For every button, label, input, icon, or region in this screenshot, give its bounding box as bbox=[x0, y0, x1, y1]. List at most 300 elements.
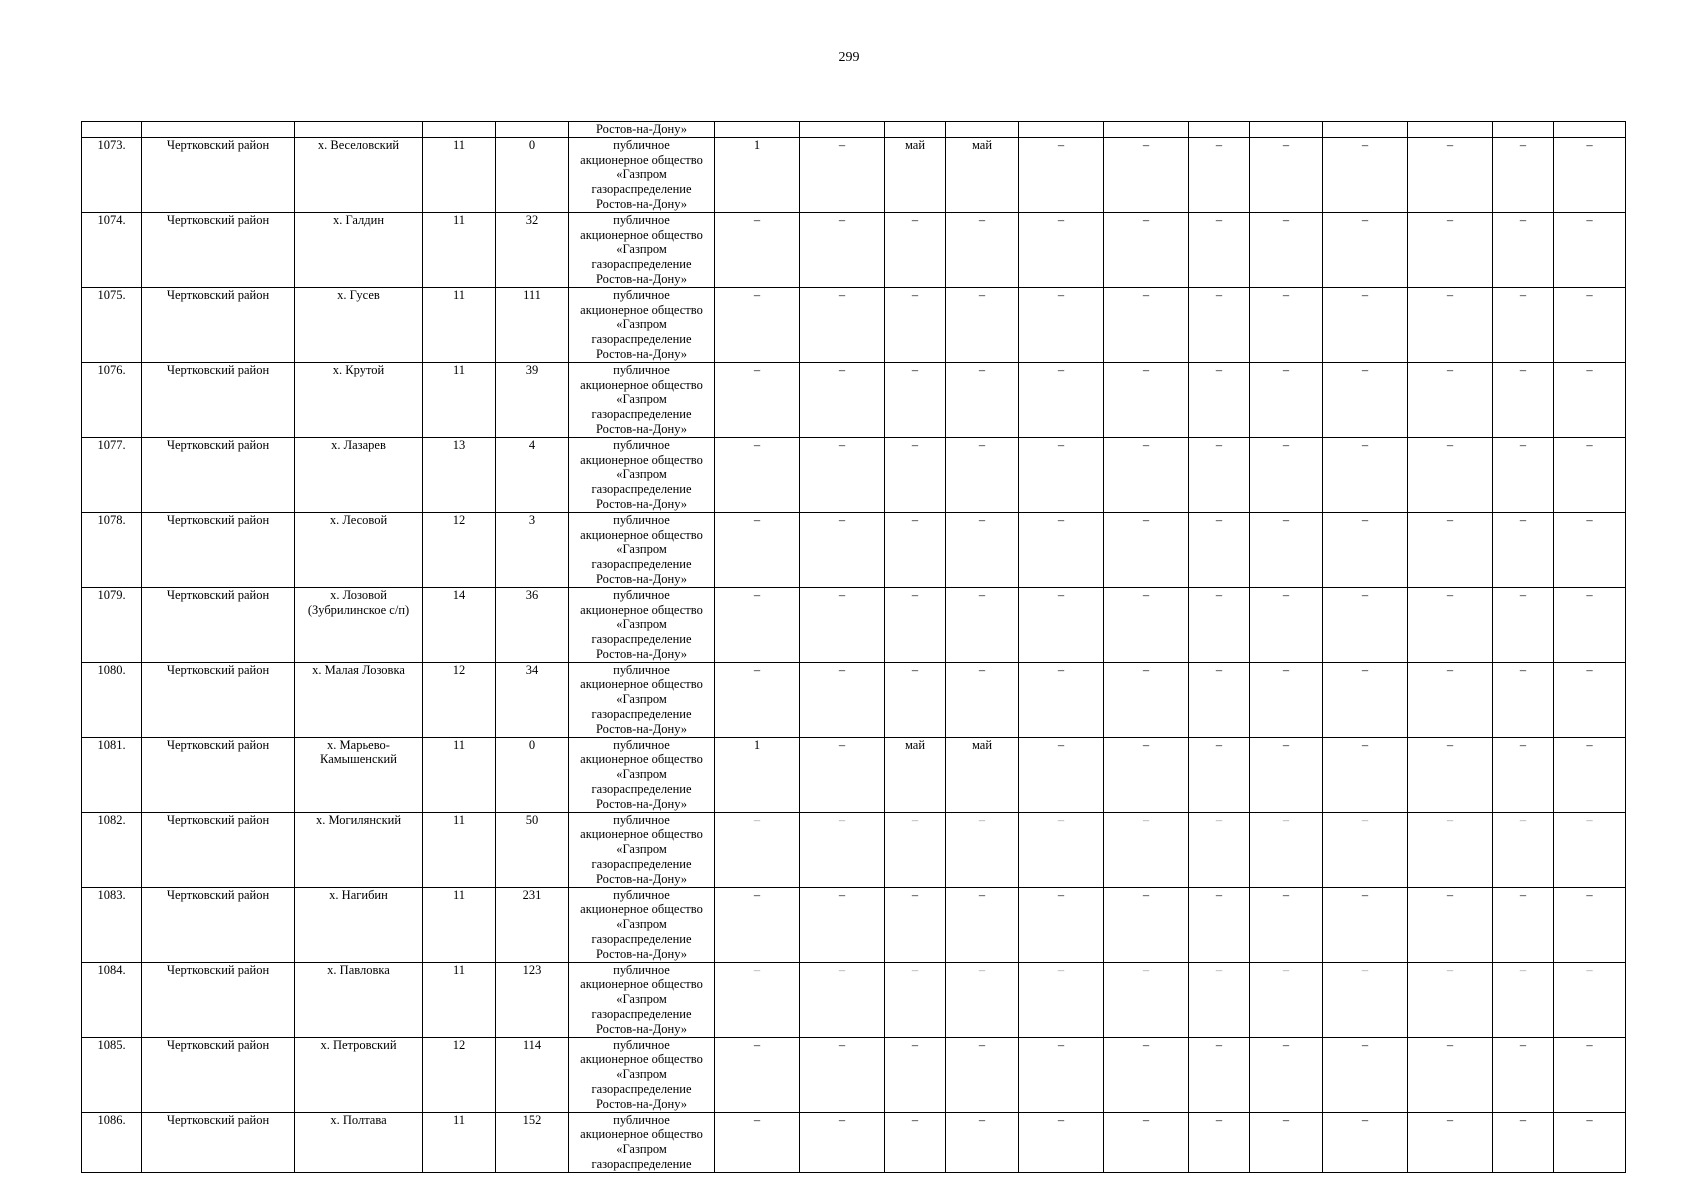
table-body bbox=[82, 122, 1626, 1173]
schedule-cell: – bbox=[1104, 587, 1189, 662]
value-cell-2: 36 bbox=[496, 587, 569, 662]
schedule-cell: май bbox=[946, 737, 1019, 812]
schedule-cell: – bbox=[1408, 887, 1493, 962]
org-line: газораспределение bbox=[591, 932, 692, 947]
value-cell-2: 114 bbox=[496, 1037, 569, 1112]
schedule-cell: – bbox=[1189, 587, 1250, 662]
schedule-cell: – bbox=[1019, 212, 1104, 287]
schedule-cell: – bbox=[1189, 737, 1250, 812]
schedule-cell: – bbox=[1189, 1037, 1250, 1112]
schedule-cell: – bbox=[946, 287, 1019, 362]
continuation-row bbox=[82, 122, 1626, 138]
org-line: акционерное общество bbox=[580, 827, 703, 842]
org-line: «Газпром bbox=[616, 767, 667, 782]
org-line: газораспределение bbox=[591, 707, 692, 722]
schedule-cell: – bbox=[715, 212, 800, 287]
row-number: 1074. bbox=[82, 212, 142, 287]
empty-cell bbox=[1493, 122, 1554, 138]
empty-cell bbox=[1250, 122, 1323, 138]
schedule-cell: – bbox=[1019, 662, 1104, 737]
schedule-cell: – bbox=[1019, 512, 1104, 587]
schedule-cell: – bbox=[885, 512, 946, 587]
schedule-cell: – bbox=[1554, 437, 1626, 512]
schedule-cell: – bbox=[1408, 1037, 1493, 1112]
org-line: газораспределение bbox=[591, 182, 692, 197]
value-cell-1: 11 bbox=[423, 362, 496, 437]
schedule-cell: – bbox=[1019, 362, 1104, 437]
schedule-cell: – bbox=[715, 362, 800, 437]
schedule-cell: – bbox=[946, 1037, 1019, 1112]
schedule-cell: – bbox=[885, 587, 946, 662]
org-line: Ростов-на-Дону» bbox=[595, 1021, 688, 1036]
schedule-cell: – bbox=[1189, 1112, 1250, 1172]
schedule-cell: – bbox=[1323, 287, 1408, 362]
schedule-cell: – bbox=[1323, 962, 1408, 1037]
schedule-cell: – bbox=[1493, 437, 1554, 512]
schedule-cell: – bbox=[1250, 137, 1323, 212]
schedule-cell: – bbox=[1189, 362, 1250, 437]
schedule-cell: – bbox=[715, 962, 800, 1037]
org-cell bbox=[569, 662, 715, 737]
schedule-cell: – bbox=[1323, 437, 1408, 512]
org-line: акционерное общество bbox=[580, 227, 703, 242]
table-row bbox=[82, 512, 1626, 587]
row-number: 1076. bbox=[82, 362, 142, 437]
org-line: «Газпром bbox=[616, 392, 667, 407]
schedule-cell: – bbox=[800, 887, 885, 962]
schedule-cell: – bbox=[1323, 737, 1408, 812]
org-cell bbox=[569, 512, 715, 587]
value-cell-1: 11 bbox=[423, 287, 496, 362]
row-number: 1073. bbox=[82, 137, 142, 212]
settlement-cell: х. Могилянский bbox=[295, 812, 423, 887]
schedule-cell: – bbox=[1493, 137, 1554, 212]
schedule-cell: – bbox=[885, 962, 946, 1037]
schedule-cell: – bbox=[1554, 812, 1626, 887]
value-cell-1: 11 bbox=[423, 137, 496, 212]
org-line: «Газпром bbox=[616, 467, 667, 482]
schedule-cell: – bbox=[1493, 362, 1554, 437]
schedule-cell: – bbox=[1554, 212, 1626, 287]
org-line: газораспределение bbox=[591, 1007, 692, 1022]
schedule-cell: – bbox=[1250, 1037, 1323, 1112]
schedule-cell: – bbox=[1554, 887, 1626, 962]
org-cell bbox=[569, 812, 715, 887]
schedule-cell: – bbox=[1408, 137, 1493, 212]
table-row bbox=[82, 662, 1626, 737]
org-line: «Газпром bbox=[616, 917, 667, 932]
org-line: публичное bbox=[613, 662, 670, 677]
schedule-cell: – bbox=[1104, 437, 1189, 512]
org-line: акционерное общество bbox=[580, 302, 703, 317]
schedule-cell: – bbox=[1554, 1037, 1626, 1112]
settlement-cell: х. Галдин bbox=[295, 212, 423, 287]
schedule-cell: – bbox=[1554, 1112, 1626, 1172]
district-cell: Чертковский район bbox=[142, 812, 295, 887]
settlement-cell: х. Малая Лозовка bbox=[295, 662, 423, 737]
value-cell-1: 11 bbox=[423, 962, 496, 1037]
org-line: Ростов-на-Дону» bbox=[595, 421, 688, 436]
district-cell: Чертковский район bbox=[142, 287, 295, 362]
schedule-cell: – bbox=[715, 587, 800, 662]
schedule-cell: – bbox=[800, 662, 885, 737]
schedule-cell: – bbox=[1250, 812, 1323, 887]
org-line: «Газпром bbox=[616, 242, 667, 257]
district-cell: Чертковский район bbox=[142, 737, 295, 812]
schedule-cell: – bbox=[1408, 362, 1493, 437]
schedule-cell: – bbox=[1104, 287, 1189, 362]
org-cell bbox=[569, 137, 715, 212]
org-cell bbox=[569, 212, 715, 287]
schedule-cell: 1 bbox=[715, 137, 800, 212]
schedule-cell: 1 bbox=[715, 737, 800, 812]
empty-cell bbox=[82, 122, 142, 138]
org-line: акционерное общество bbox=[580, 452, 703, 467]
org-line: акционерное общество bbox=[580, 152, 703, 167]
settlement-cell: х. Лозовой (Зубрилинское с/п) bbox=[295, 587, 423, 662]
schedule-cell: – bbox=[715, 887, 800, 962]
schedule-cell: – bbox=[1250, 962, 1323, 1037]
org-line: «Газпром bbox=[616, 317, 667, 332]
schedule-cell: – bbox=[1104, 137, 1189, 212]
table-row bbox=[82, 812, 1626, 887]
schedule-cell: – bbox=[1250, 212, 1323, 287]
schedule-cell: май bbox=[885, 737, 946, 812]
value-cell-1: 11 bbox=[423, 887, 496, 962]
schedule-cell: – bbox=[800, 962, 885, 1037]
org-cell bbox=[569, 737, 715, 812]
value-cell-2: 231 bbox=[496, 887, 569, 962]
empty-cell bbox=[1323, 122, 1408, 138]
schedule-cell: – bbox=[1189, 887, 1250, 962]
schedule-cell: – bbox=[1493, 287, 1554, 362]
schedule-cell: – bbox=[1189, 437, 1250, 512]
org-cell bbox=[569, 287, 715, 362]
schedule-cell: – bbox=[1104, 512, 1189, 587]
org-line: акционерное общество bbox=[580, 1052, 703, 1067]
schedule-cell: – bbox=[885, 662, 946, 737]
empty-cell bbox=[496, 122, 569, 138]
schedule-cell: – bbox=[1250, 1112, 1323, 1172]
schedule-cell: – bbox=[1408, 1112, 1493, 1172]
value-cell-2: 50 bbox=[496, 812, 569, 887]
row-number: 1083. bbox=[82, 887, 142, 962]
schedule-cell: май bbox=[946, 137, 1019, 212]
district-cell: Чертковский район bbox=[142, 212, 295, 287]
schedule-cell: – bbox=[1019, 887, 1104, 962]
org-cell: Ростов-на-Дону» bbox=[569, 122, 715, 138]
schedule-cell: – bbox=[885, 1112, 946, 1172]
schedule-cell: – bbox=[1104, 362, 1189, 437]
page-number: 299 bbox=[838, 50, 860, 65]
org-line: Ростов-на-Дону» bbox=[595, 721, 688, 736]
district-cell: Чертковский район bbox=[142, 587, 295, 662]
schedule-cell: – bbox=[1554, 662, 1626, 737]
row-number: 1078. bbox=[82, 512, 142, 587]
settlement-cell: х. Гусев bbox=[295, 287, 423, 362]
org-line: публичное bbox=[613, 812, 670, 827]
schedule-cell: – bbox=[1019, 437, 1104, 512]
table-row bbox=[82, 212, 1626, 287]
org-line: газораспределение bbox=[591, 257, 692, 272]
schedule-cell: – bbox=[1250, 437, 1323, 512]
value-cell-2: 123 bbox=[496, 962, 569, 1037]
org-line: Ростов-на-Дону» bbox=[595, 946, 688, 961]
org-line: «Газпром bbox=[616, 992, 667, 1007]
org-line: публичное bbox=[613, 212, 670, 227]
schedule-cell: – bbox=[1554, 737, 1626, 812]
schedule-cell: – bbox=[1554, 587, 1626, 662]
org-line: Ростов-на-Дону» bbox=[595, 871, 688, 886]
empty-cell bbox=[946, 122, 1019, 138]
schedule-cell: – bbox=[1104, 1112, 1189, 1172]
schedule-cell: – bbox=[946, 812, 1019, 887]
schedule-cell: – bbox=[1554, 287, 1626, 362]
schedule-cell: – bbox=[715, 1112, 800, 1172]
schedule-cell: – bbox=[715, 512, 800, 587]
org-line: «Газпром bbox=[616, 692, 667, 707]
empty-cell bbox=[1554, 122, 1626, 138]
schedule-cell: – bbox=[1493, 212, 1554, 287]
schedule-cell: – bbox=[1323, 1112, 1408, 1172]
org-line: публичное bbox=[613, 287, 670, 302]
schedule-cell: – bbox=[1104, 962, 1189, 1037]
schedule-cell: – bbox=[946, 587, 1019, 662]
schedule-cell: – bbox=[1189, 812, 1250, 887]
org-cell bbox=[569, 587, 715, 662]
schedule-cell: – bbox=[800, 512, 885, 587]
org-line: публичное bbox=[613, 362, 670, 377]
value-cell-1: 12 bbox=[423, 1037, 496, 1112]
schedule-cell: – bbox=[1104, 662, 1189, 737]
org-line: акционерное общество bbox=[580, 677, 703, 692]
row-number: 1077. bbox=[82, 437, 142, 512]
value-cell-2: 32 bbox=[496, 212, 569, 287]
org-line: Ростов-на-Дону» bbox=[595, 196, 688, 211]
schedule-cell: – bbox=[715, 812, 800, 887]
schedule-cell: – bbox=[885, 287, 946, 362]
schedule-cell: – bbox=[800, 737, 885, 812]
schedule-cell: – bbox=[1554, 137, 1626, 212]
schedule-cell: – bbox=[1019, 1112, 1104, 1172]
empty-cell bbox=[885, 122, 946, 138]
schedule-cell: – bbox=[1493, 962, 1554, 1037]
schedule-cell: – bbox=[946, 962, 1019, 1037]
value-cell-1: 11 bbox=[423, 737, 496, 812]
org-cell bbox=[569, 437, 715, 512]
schedule-cell: – bbox=[1250, 512, 1323, 587]
schedule-cell: – bbox=[1493, 662, 1554, 737]
org-cell bbox=[569, 1037, 715, 1112]
org-line: «Газпром bbox=[616, 1142, 667, 1157]
schedule-cell: – bbox=[1019, 812, 1104, 887]
org-line: газораспределение bbox=[591, 632, 692, 647]
schedule-cell: – bbox=[1493, 512, 1554, 587]
empty-cell bbox=[1104, 122, 1189, 138]
org-line: акционерное общество bbox=[580, 602, 703, 617]
row-number: 1081. bbox=[82, 737, 142, 812]
row-number: 1079. bbox=[82, 587, 142, 662]
schedule-cell: – bbox=[1323, 512, 1408, 587]
schedule-cell: – bbox=[946, 212, 1019, 287]
schedule-cell: – bbox=[1250, 887, 1323, 962]
org-line: газораспределение bbox=[591, 782, 692, 797]
schedule-cell: – bbox=[1408, 662, 1493, 737]
schedule-cell: – bbox=[1323, 212, 1408, 287]
schedule-cell: май bbox=[885, 137, 946, 212]
settlement-cell: х. Павловка bbox=[295, 962, 423, 1037]
schedule-cell: – bbox=[1250, 287, 1323, 362]
schedule-cell: – bbox=[1408, 962, 1493, 1037]
value-cell-2: 4 bbox=[496, 437, 569, 512]
schedule-cell: – bbox=[885, 1037, 946, 1112]
org-line: публичное bbox=[613, 512, 670, 527]
schedule-cell: – bbox=[1493, 812, 1554, 887]
schedule-cell: – bbox=[800, 812, 885, 887]
org-line: Ростов-на-Дону» bbox=[595, 496, 688, 511]
schedule-cell: – bbox=[1408, 737, 1493, 812]
org-line: публичное bbox=[613, 137, 670, 152]
empty-cell bbox=[295, 122, 423, 138]
settlement-cell: х. Крутой bbox=[295, 362, 423, 437]
value-cell-1: 12 bbox=[423, 512, 496, 587]
table-row bbox=[82, 962, 1626, 1037]
settlement-cell: х. Нагибин bbox=[295, 887, 423, 962]
value-cell-1: 13 bbox=[423, 437, 496, 512]
org-line: газораспределение bbox=[591, 557, 692, 572]
schedule-cell: – bbox=[715, 437, 800, 512]
schedule-cell: – bbox=[1250, 662, 1323, 737]
table-row bbox=[82, 1037, 1626, 1112]
empty-cell bbox=[715, 122, 800, 138]
empty-cell bbox=[142, 122, 295, 138]
schedule-cell: – bbox=[1104, 887, 1189, 962]
row-number: 1085. bbox=[82, 1037, 142, 1112]
org-cell bbox=[569, 887, 715, 962]
empty-cell bbox=[1019, 122, 1104, 138]
org-line: газораспределение bbox=[591, 1156, 692, 1171]
settlement-cell: х. Петровский bbox=[295, 1037, 423, 1112]
schedule-cell: – bbox=[1554, 362, 1626, 437]
org-line: Ростов-на-Дону» bbox=[595, 1096, 688, 1111]
district-cell: Чертковский район bbox=[142, 137, 295, 212]
schedule-cell: – bbox=[1189, 962, 1250, 1037]
schedule-cell: – bbox=[1250, 587, 1323, 662]
value-cell-2: 34 bbox=[496, 662, 569, 737]
row-number: 1084. bbox=[82, 962, 142, 1037]
value-cell-1: 11 bbox=[423, 812, 496, 887]
schedule-cell: – bbox=[1189, 662, 1250, 737]
schedule-cell: – bbox=[1019, 137, 1104, 212]
schedule-cell: – bbox=[800, 212, 885, 287]
org-cell bbox=[569, 362, 715, 437]
schedule-cell: – bbox=[1493, 1037, 1554, 1112]
schedule-cell: – bbox=[1493, 1112, 1554, 1172]
org-line: «Газпром bbox=[616, 617, 667, 632]
org-line: публичное bbox=[613, 437, 670, 452]
value-cell-1: 11 bbox=[423, 1112, 496, 1172]
schedule-cell: – bbox=[800, 437, 885, 512]
org-line: Ростов-на-Дону» bbox=[595, 796, 688, 811]
schedule-cell: – bbox=[1104, 212, 1189, 287]
org-line: Ростов-на-Дону» bbox=[595, 346, 688, 361]
org-line: газораспределение bbox=[591, 1082, 692, 1096]
org-line: «Газпром bbox=[616, 1067, 667, 1082]
schedule-cell: – bbox=[1554, 962, 1626, 1037]
schedule-cell: – bbox=[800, 587, 885, 662]
schedule-cell: – bbox=[1408, 212, 1493, 287]
row-number: 1075. bbox=[82, 287, 142, 362]
row-number: 1082. bbox=[82, 812, 142, 887]
table-row bbox=[82, 887, 1626, 962]
schedule-cell: – bbox=[885, 812, 946, 887]
empty-cell bbox=[1189, 122, 1250, 138]
schedule-cell: – bbox=[1323, 662, 1408, 737]
schedule-cell: – bbox=[946, 362, 1019, 437]
schedule-cell: – bbox=[885, 212, 946, 287]
schedule-cell: – bbox=[800, 1037, 885, 1112]
schedule-cell: – bbox=[800, 137, 885, 212]
org-line: публичное bbox=[613, 737, 670, 752]
org-cell bbox=[569, 962, 715, 1037]
schedule-cell: – bbox=[1323, 137, 1408, 212]
org-line: Ростов-на-Дону» bbox=[595, 271, 688, 286]
schedule-cell: – bbox=[1493, 737, 1554, 812]
value-cell-1: 14 bbox=[423, 587, 496, 662]
settlement-cell: х. Полтава bbox=[295, 1112, 423, 1172]
schedule-cell: – bbox=[885, 437, 946, 512]
schedule-cell: – bbox=[1323, 587, 1408, 662]
schedule-cell: – bbox=[1104, 737, 1189, 812]
settlement-cell: х. Веселовский bbox=[295, 137, 423, 212]
value-cell-1: 11 bbox=[423, 212, 496, 287]
org-line: публичное bbox=[613, 962, 670, 977]
org-line: «Газпром bbox=[616, 842, 667, 857]
table-row bbox=[82, 287, 1626, 362]
schedule-cell: – bbox=[1189, 137, 1250, 212]
schedule-cell: – bbox=[1408, 512, 1493, 587]
table-row bbox=[82, 362, 1626, 437]
district-cell: Чертковский район bbox=[142, 437, 295, 512]
district-cell: Чертковский район bbox=[142, 662, 295, 737]
schedule-cell: – bbox=[1323, 812, 1408, 887]
empty-cell bbox=[1408, 122, 1493, 138]
schedule-cell: – bbox=[1408, 587, 1493, 662]
schedule-cell: – bbox=[1019, 287, 1104, 362]
schedule-cell: – bbox=[946, 437, 1019, 512]
schedule-cell: – bbox=[1019, 587, 1104, 662]
org-line: газораспределение bbox=[591, 482, 692, 497]
schedule-cell: – bbox=[800, 362, 885, 437]
schedule-cell: – bbox=[1493, 587, 1554, 662]
org-line: газораспределение bbox=[591, 407, 692, 422]
district-cell: Чертковский район bbox=[142, 1037, 295, 1112]
table-row bbox=[82, 137, 1626, 212]
value-cell-2: 39 bbox=[496, 362, 569, 437]
value-cell-2: 152 bbox=[496, 1112, 569, 1172]
table-row bbox=[82, 587, 1626, 662]
org-cell bbox=[569, 1112, 715, 1172]
org-line: газораспределение bbox=[591, 332, 692, 347]
schedule-cell: – bbox=[946, 662, 1019, 737]
schedule-cell: – bbox=[1408, 437, 1493, 512]
settlement-cell: х. Лазарев bbox=[295, 437, 423, 512]
empty-cell bbox=[800, 122, 885, 138]
schedule-cell: – bbox=[885, 887, 946, 962]
district-cell: Чертковский район bbox=[142, 962, 295, 1037]
schedule-cell: – bbox=[1493, 887, 1554, 962]
schedule-cell: – bbox=[715, 287, 800, 362]
